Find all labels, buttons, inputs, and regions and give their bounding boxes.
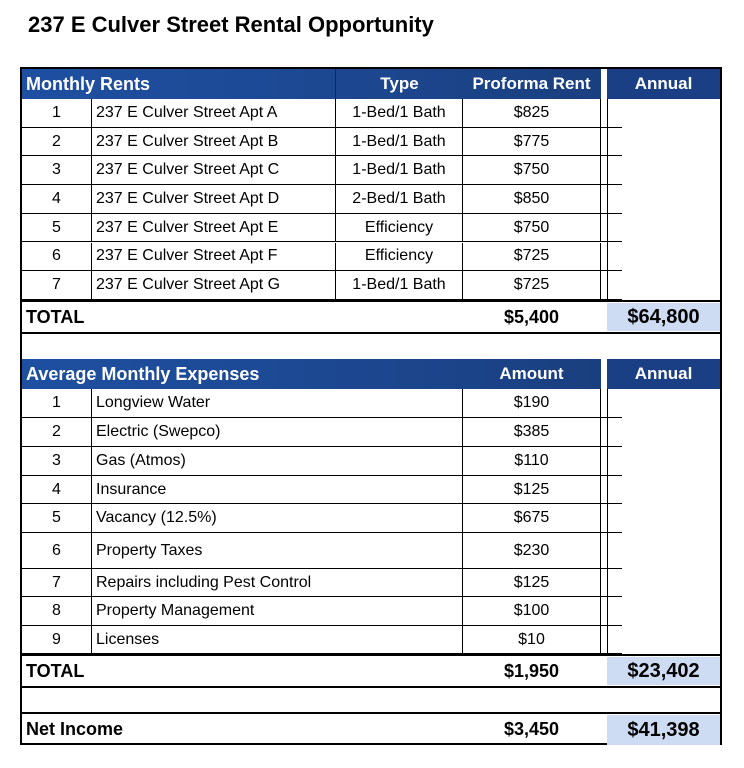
rent-row-unit: 237 E Culver Street Apt F — [96, 247, 278, 265]
expense-row-number: 3 — [22, 447, 92, 475]
expense-row-name: Licenses — [96, 630, 160, 648]
expense-row-amount: $125 — [462, 569, 601, 596]
rent-row-number: 3 — [22, 156, 92, 184]
expense-row — [22, 476, 622, 504]
rent-row-type: 1-Bed/1 Bath — [335, 156, 462, 184]
rent-row-type: 1-Bed/1 Bath — [335, 128, 462, 156]
rent-row — [22, 185, 622, 214]
rent-row-type: Efficiency — [335, 214, 462, 242]
rent-row-type: 2-Bed/1 Bath — [335, 185, 462, 213]
expense-row-amount: $110 — [462, 447, 601, 475]
expense-row-number: 5 — [22, 504, 92, 532]
rents-header-type: Type — [335, 69, 463, 99]
expenses-total-row — [22, 654, 720, 688]
expense-row — [22, 504, 622, 533]
expenses-annual-column — [607, 389, 720, 654]
expense-row-amount: $230 — [462, 533, 601, 568]
expenses-total-annual: $23,402 — [607, 657, 720, 685]
rents-annual-column — [607, 99, 720, 300]
expenses-header — [22, 359, 601, 389]
rents-header-rent: Proforma Rent — [472, 74, 591, 93]
rent-row-amount: $725 — [462, 271, 601, 299]
expenses-header-label: Average Monthly Expenses — [26, 363, 260, 384]
page-title: 237 E Culver Street Rental Opportunity — [28, 12, 434, 37]
expense-row-amount: $190 — [462, 389, 601, 417]
expense-row-amount: $385 — [462, 418, 601, 446]
rents-total-annual: $64,800 — [607, 303, 720, 331]
expense-row-name: Vacancy (12.5%) — [96, 509, 217, 526]
rent-row-unit: 237 E Culver Street Apt B — [96, 132, 279, 150]
expense-row — [22, 569, 622, 597]
rent-row-unit: 237 E Culver Street Apt G — [96, 276, 281, 294]
rent-row-unit: 237 E Culver Street Apt C — [96, 161, 280, 179]
expense-row-name: Repairs including Pest Control — [96, 573, 312, 591]
rent-row-unit: 237 E Culver Street Apt E — [96, 218, 279, 236]
rent-row-number: 6 — [22, 243, 92, 271]
net-income-label: Net Income — [26, 719, 124, 739]
expense-row-number: 1 — [22, 389, 92, 417]
expenses-header-amount: Amount — [499, 364, 564, 383]
net-income-annual: $41,398 — [607, 715, 720, 745]
rent-row — [22, 128, 622, 157]
expense-row-number: 8 — [22, 597, 92, 625]
expense-row-number: 7 — [22, 569, 92, 596]
expense-row-amount: $675 — [462, 504, 601, 532]
expense-row-name: Property Taxes — [96, 541, 203, 559]
expense-row-amount: $10 — [462, 626, 601, 653]
expense-row-name: Gas (Atmos) — [96, 452, 186, 469]
expense-row-amount: $100 — [462, 597, 601, 625]
rent-row — [22, 99, 622, 128]
rent-row-type: Efficiency — [335, 243, 462, 271]
rent-row-amount: $775 — [462, 128, 601, 156]
rent-row-type: 1-Bed/1 Bath — [335, 271, 462, 299]
expense-row — [22, 533, 622, 569]
rent-row-number: 2 — [22, 128, 92, 156]
rent-row-amount: $850 — [462, 185, 601, 213]
expense-row-number: 9 — [22, 626, 92, 653]
rent-row-number: 4 — [22, 185, 92, 213]
rent-row-amount: $725 — [462, 243, 601, 271]
rents-total-monthly: $5,400 — [503, 306, 560, 327]
rents-header-annual: Annual — [607, 69, 720, 99]
expense-row — [22, 597, 622, 626]
expense-row — [22, 626, 622, 654]
rents-total-row — [22, 300, 720, 334]
rent-row-number: 5 — [22, 214, 92, 242]
expense-row-name: Electric (Swepco) — [96, 423, 221, 440]
rent-row-amount: $750 — [462, 214, 601, 242]
rents-total-label: TOTAL — [26, 306, 85, 327]
rent-row-amount: $825 — [462, 99, 601, 127]
expense-row-number: 4 — [22, 476, 92, 503]
rent-row-amount: $750 — [462, 156, 601, 184]
expense-row-name: Longview Water — [96, 394, 211, 411]
rental-table — [20, 67, 722, 745]
expenses-total-label: TOTAL — [26, 660, 85, 681]
expense-row-number: 6 — [22, 533, 92, 568]
rent-row — [22, 271, 622, 300]
rents-header — [22, 69, 601, 99]
rent-row-unit: 237 E Culver Street Apt D — [96, 189, 280, 207]
net-income-row — [22, 712, 720, 745]
expense-row-number: 2 — [22, 418, 92, 446]
rent-row-number: 1 — [22, 99, 92, 127]
expense-row — [22, 447, 622, 476]
rent-row — [22, 214, 622, 243]
expense-row-amount: $125 — [462, 476, 601, 503]
rent-row — [22, 156, 622, 185]
rent-row-number: 7 — [22, 271, 92, 299]
rent-row — [22, 243, 622, 272]
rent-row-unit: 237 E Culver Street Apt A — [96, 103, 278, 121]
expenses-header-annual: Annual — [607, 359, 720, 389]
expense-row-name: Insurance — [96, 480, 167, 498]
expense-row-name: Property Management — [96, 602, 255, 619]
rents-header-label: Monthly Rents — [26, 73, 150, 94]
expense-row — [22, 418, 622, 447]
expenses-total-monthly: $1,950 — [503, 660, 560, 681]
expense-row — [22, 389, 622, 418]
net-income-monthly: $3,450 — [503, 719, 560, 739]
rent-row-type: 1-Bed/1 Bath — [335, 99, 462, 127]
